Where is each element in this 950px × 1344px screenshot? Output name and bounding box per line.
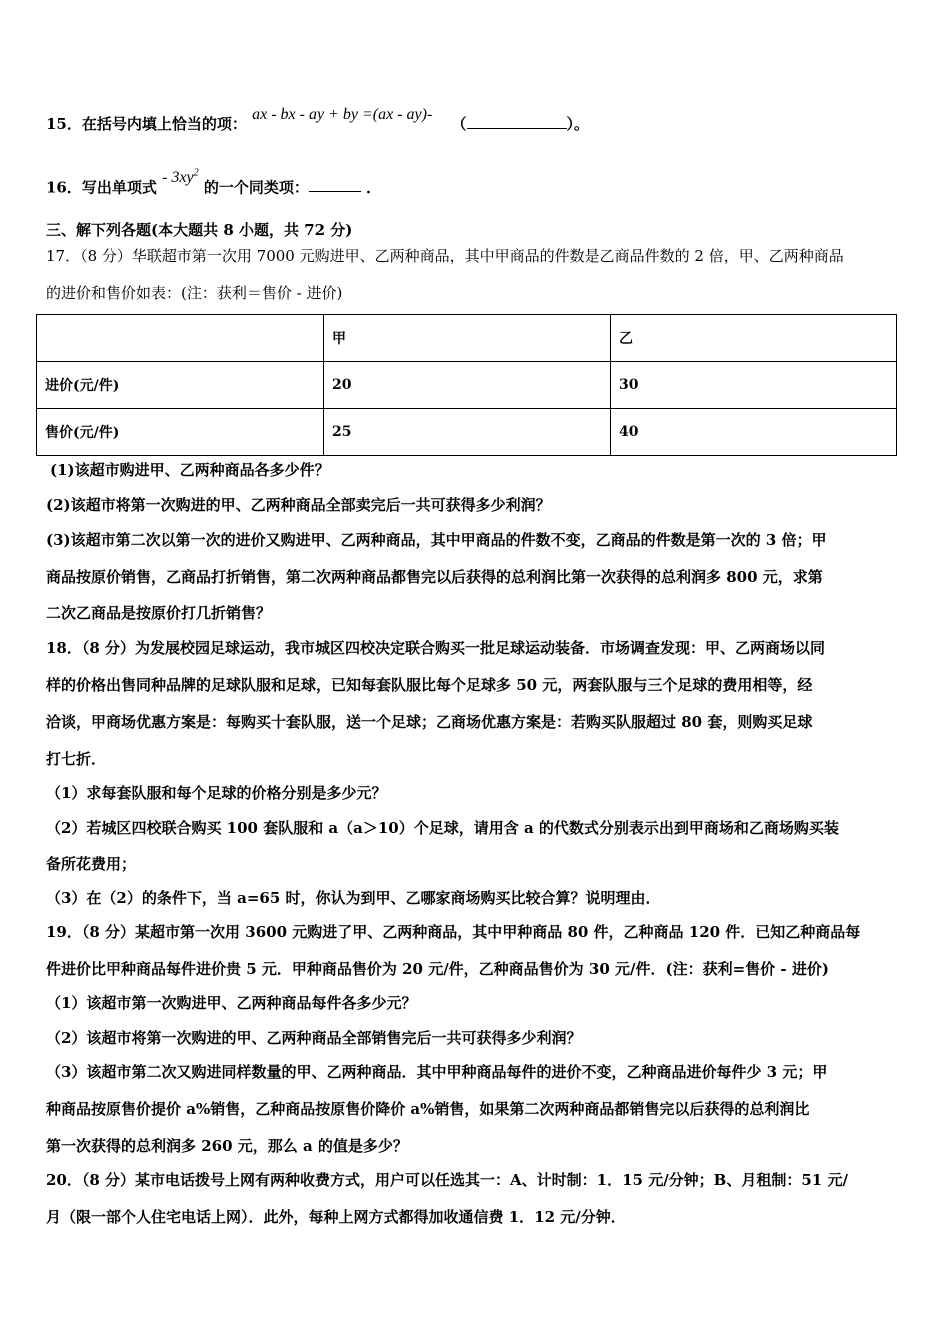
q18-sub-2-line-1: （2）若城区四校联合购买 100 套队服和 a（a＞10）个足球，请用含 a 的代数式分别表示出到甲商场和乙商场购买装 <box>46 819 839 837</box>
q17-sub-3-line-2: 商品按原价销售，乙商品打折销售，第二次两种商品都售完以后获得的总利润比第一次获得的总利润多 800 元，求第 <box>46 568 823 586</box>
q16-end: ． <box>366 178 382 197</box>
q19-line-1: 19．（8 分）某超市第一次用 3600 元购进了甲、乙两种商品，其中甲种商品 80 件，乙种商品 120 件．已知乙种商品每 <box>46 923 861 941</box>
q18-line-4: 打七折． <box>46 750 107 768</box>
q18-sub-3: （3）在（2）的条件下，当 a=65 时，你认为到甲、乙哪家商场购买比较合算？说明理由． <box>46 889 661 907</box>
q19-sub-2: （2）该超市将第一次购进的甲、乙两种商品全部销售完后一共可获得多少利润？ <box>46 1029 582 1047</box>
q19-sub-3-line-1: （3）该超市第二次又购进同样数量的甲、乙两种商品．其中甲种商品每件的进价不变，乙种商品进价每件少 3 元；甲 <box>46 1063 828 1081</box>
table-header-yi: 乙 <box>611 315 897 362</box>
q15-expression: ax - bx - ay + by =(ax - ay)- <box>252 106 433 123</box>
q16-exponent: 2 <box>193 168 199 179</box>
q17-sub-1: (1)该超市购进甲、乙两种商品各多少件？ <box>50 461 330 479</box>
q18-sub-1: （1）求每套队服和每个足球的价格分别是多少元？ <box>46 784 387 802</box>
q18-line-1: 18．（8 分）为发展校园足球运动，我市城区四校决定联合购买一批足球运动装备．市场调查发现：甲、乙两商场以同 <box>46 639 826 657</box>
q15-answer-blank[interactable] <box>467 128 567 129</box>
q18-line-3: 洽谈，甲商场优惠方案是：每购买十套队服，送一个足球；乙商场优惠方案是：若购买队服超过 80 套，则购买足球 <box>46 713 813 731</box>
q16-expression <box>162 169 199 186</box>
table-row <box>37 409 897 456</box>
q20-line-1: 20．（8 分）某市电话拨号上网有两种收费方式，用户可以任选其一：A、计时制：1．15 元/分钟；B、月租制：51 元/ <box>46 1171 848 1189</box>
table-header-jia: 甲 <box>324 315 611 362</box>
q19-line-2: 件进价比甲种商品每件进价贵 5 元．甲种商品售价为 20 元/件，乙种商品售价为 30 元/件．(注：获利=售价 - 进价) <box>46 960 829 978</box>
table-cell: 进价(元/件) <box>37 362 324 409</box>
q18-line-2: 样的价格出售同种品牌的足球队服和足球，已知每套队服比每个足球多 50 元，两套队服与三个足球的费用相等，经 <box>46 676 813 694</box>
q16-monomial: - 3xy <box>162 169 194 187</box>
q15-close-paren: ）。 <box>566 115 590 133</box>
q16-tail: 的一个同类项： <box>203 178 309 197</box>
q17-sub-2: (2)该超市将第一次购进的甲、乙两种商品全部卖完后一共可获得多少利润？ <box>46 496 551 514</box>
table-cell: 25 <box>324 409 611 456</box>
q17-line-1: 17．（8 分）华联超市第一次用 7000 元购进甲、乙两种商品，其中甲商品的件数是乙商品件数的 2 倍，甲、乙两种商品 <box>46 247 844 265</box>
table-cell <box>37 315 324 362</box>
q19-sub-3-line-2: 种商品按原售价提价 a%销售，乙种商品按原售价降价 a%销售，如果第二次两种商品都销售完以后获得的总利润比 <box>46 1100 810 1118</box>
q17-sub-3-line-1: (3)该超市第二次以第一次的进价又购进甲、乙两种商品，其中甲商品的件数不变，乙商品的件数是第一次的 3 倍；甲 <box>46 531 827 549</box>
q17-line-2: 的进价和售价如表：(注：获利＝售价 - 进价) <box>46 284 343 302</box>
table-cell: 40 <box>611 409 897 456</box>
table-cell: 30 <box>611 362 897 409</box>
q15-text: 15．在括号内填上恰当的项： <box>46 115 247 133</box>
q16-answer-blank[interactable] <box>309 191 361 192</box>
q17-sub-3-line-3: 二次乙商品是按原价打几折销售？ <box>46 604 272 622</box>
q19-sub-3-line-3: 第一次获得的总利润多 260 元，那么 a 的值是多少？ <box>46 1137 408 1155</box>
table-row <box>37 362 897 409</box>
section-3-heading: 三、解下列各题(本大题共 8 小题，共 72 分) <box>46 221 353 239</box>
q15-open-paren: （ <box>451 115 467 133</box>
table-cell: 售价(元/件) <box>37 409 324 456</box>
q16-text: 16．写出单项式 <box>46 178 157 197</box>
q19-sub-1: （1）该超市第一次购进甲、乙两种商品每件各多少元？ <box>46 994 417 1012</box>
table-header-row <box>37 315 897 362</box>
question-16 <box>46 168 382 198</box>
price-table <box>36 314 897 456</box>
question-15 <box>46 106 590 135</box>
q18-sub-2-line-2: 备所花费用； <box>46 855 137 873</box>
q20-line-2: 月（限一部个人住宅电话上网）．此外，每种上网方式都得加收通信费 1．12 元/分钟． <box>46 1208 626 1226</box>
table-cell: 20 <box>324 362 611 409</box>
